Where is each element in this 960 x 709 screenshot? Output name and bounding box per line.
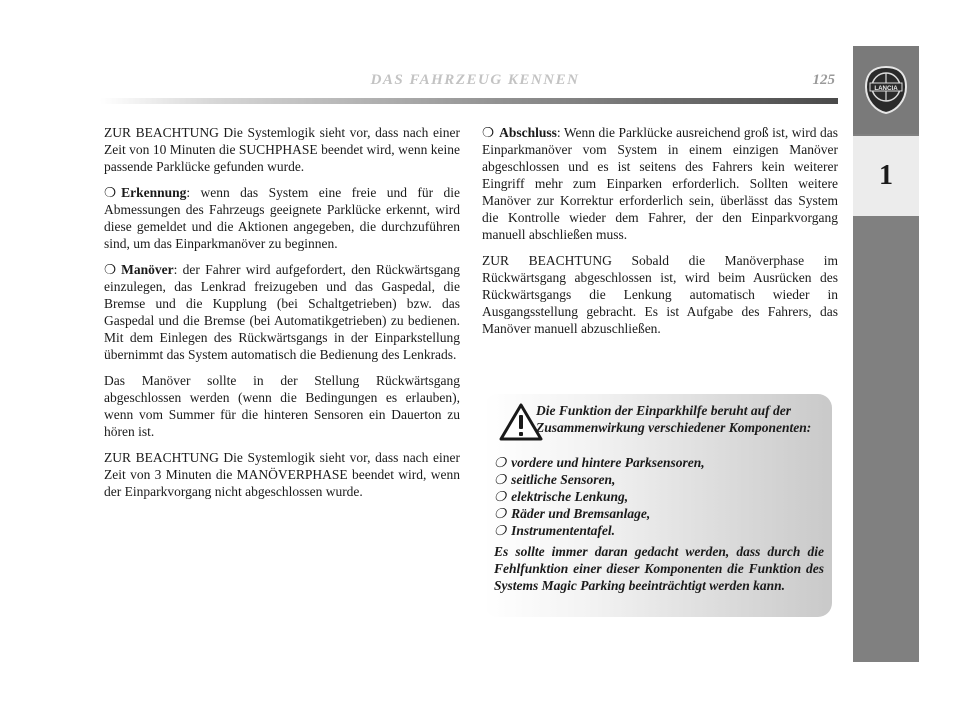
text-erkennung: : wenn das System eine freie und für die Abmessungen des Fahrzeugs geeignete Parklücke erkennt, wird diese gemeldet und die Aktionen angegeben, die durchzuführen sind, um das Einparkmanöver zu beginnen. (104, 185, 460, 251)
lancia-shield-icon (864, 65, 908, 115)
list-item (494, 522, 824, 539)
term-abschluss: Abschluss (499, 125, 557, 140)
warning-outro: Es sollte immer daran gedacht werden, dass durch die Fehlfunktion einer dieser Komponenten die Funktion des Systems Magic Parking beeinträchtigt werden kann. (494, 544, 824, 593)
bullet-icon: ❍ (494, 506, 507, 521)
warning-intro: Die Funktion der Einparkhilfe beruht auf der Zusammenwirkung verschiedener Komponenten: (536, 403, 812, 435)
list-item-text: Räder und Bremsanlage, (511, 506, 651, 521)
note-search-phase: ZUR BEACHTUNG Die Systemlogik sieht vor, dass nach einer Zeit von 10 Minuten die SUCHPHASE beendet wird, wenn keine passende Parklücke gefunden wurde. (104, 125, 460, 174)
list-item-text: vordere und hintere Parksensoren, (511, 455, 705, 470)
step-abschluss (482, 124, 838, 243)
chapter-number: 1 (853, 136, 919, 216)
step-erkennung (104, 184, 460, 252)
logo-wordmark: LANCIA (874, 85, 898, 92)
bullet-icon: ❍ (104, 185, 117, 200)
term-erkennung: Erkennung (121, 185, 187, 200)
list-item-text: elektrische Lenkung, (511, 489, 629, 504)
list-item (494, 505, 824, 522)
list-item (494, 454, 824, 471)
bullet-icon: ❍ (104, 262, 117, 277)
bullet-icon: ❍ (494, 489, 507, 504)
left-column (104, 124, 460, 509)
right-column (482, 124, 838, 346)
header-rule (100, 98, 838, 104)
bullet-icon: ❍ (494, 523, 507, 538)
text-manoever: : der Fahrer wird aufgefordert, den Rückwärtsgang einzulegen, das Lenkrad freizugeben und das Gaspedal, die Bremse und die Kupplung (bei Schaltgetrieben) bzw. das Gaspedal und die Bremse (bei Automatikgetrieben) zu bedienen. Mit dem Einlegen des Rückwärtsgangs in der Einparkstellung übernimmt das System automatisch die Bedienung des Lenkrads. (104, 262, 460, 362)
page-number: 125 (812, 72, 835, 88)
list-item (494, 488, 824, 505)
bullet-icon: ❍ (494, 455, 507, 470)
list-item (494, 471, 824, 488)
list-item-text: seitliche Sensoren, (511, 472, 616, 487)
chapter-side-tab (853, 46, 919, 662)
section-title: DAS FAHRZEUG KENNEN (370, 72, 580, 88)
warning-box (484, 394, 832, 617)
paragraph-reverse-gear: Das Manöver sollte in der Stellung Rückwärtsgang abgeschlossen werden (wenn die Bedingungen es erlauben), wenn vom Summer für die hinteren Sensoren ein Dauerton zu hören ist. (104, 373, 460, 439)
note-steering-reset: ZUR BEACHTUNG Sobald die Manöverphase im Rückwärtsgang abgeschlossen ist, wird beim Ausrücken des Rückwärtsgangs die Lenkung automatisch wieder in Ausgangsstellung gebracht. Es ist Aufgabe des Fahrers, das Manöver manuell abzuschließen. (482, 253, 838, 336)
text-abschluss: : Wenn die Parklücke ausreichend groß ist, wird das Einparkmanöver vom System in einem einzigen Manöver abgeschlossen und es ist seitens des Fahrers kein weiterer Eingriff mehr zum Einparken erforderlich. Sollten weitere Manöver zur Korrektur erforderlich sein, überlässt das System die Kontrolle wieder dem Fahrer, der den Einparkvorgang manuell abschließen muss. (482, 125, 838, 242)
step-manoever (104, 261, 460, 363)
component-list (494, 454, 824, 539)
bullet-icon: ❍ (494, 472, 507, 487)
term-manoever: Manöver (121, 262, 174, 277)
brand-logo (853, 46, 919, 134)
bullet-icon: ❍ (482, 125, 495, 140)
list-item-text: Instrumententafel. (511, 523, 616, 538)
note-manoeuvre-phase: ZUR BEACHTUNG Die Systemlogik sieht vor, dass nach einer Zeit von 3 Minuten die MANÖVERPHASE beendet wird, wenn der Einparkvorgang nicht abgeschlossen wurde. (104, 450, 460, 499)
